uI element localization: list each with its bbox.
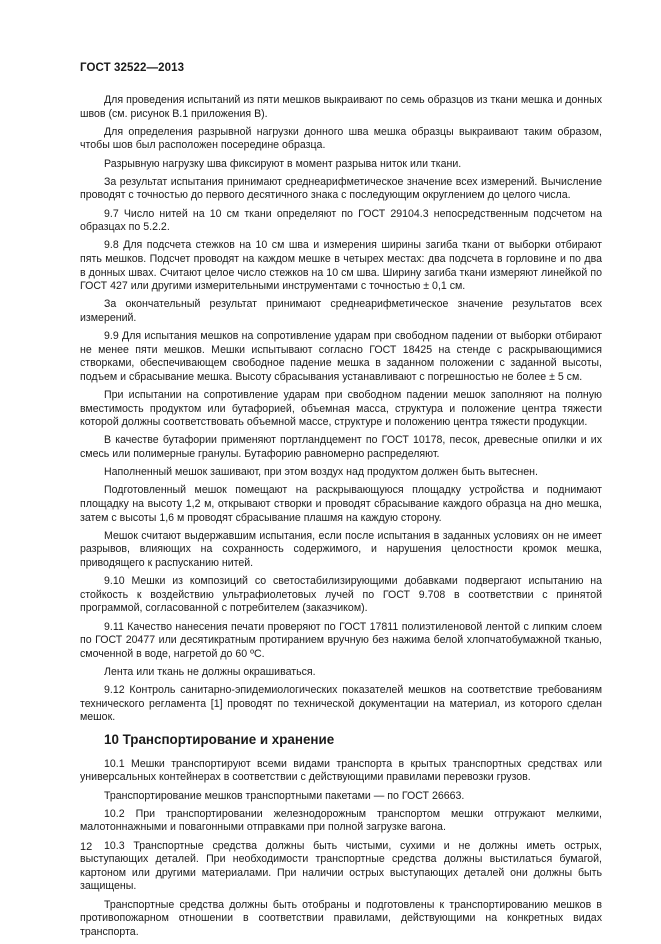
- paragraph: 10.1 Мешки транспортируют всеми видами транспорта в крытых транспортных средствах или универсальных контейнерах в соответствии с действующими правилами перевозки грузов.: [80, 757, 602, 784]
- paragraph: 10.2 При транспортировании железнодорожным транспортом мешки отгружают мелкими, малотоннажными и повагонными отправками при полной загрузке вагона.: [80, 807, 602, 834]
- section-heading: 10 Транспортирование и хранение: [104, 731, 335, 747]
- paragraph: Лента или ткань не должны окрашиваться.: [104, 665, 316, 678]
- paragraph: За результат испытания принимают среднеарифметическое значение всех измерений. Вычисление проводят с точностью до первого десятичного знака с последующим округлением до целого числа.: [80, 175, 602, 202]
- paragraph: Мешок считают выдержавшим испытания, если после испытания в заданных условиях он не имеет разрывов, влияющих на сохранность содержимого, и нарушения целостности кромок мешка, приводящего к распусканию нитей.: [80, 529, 602, 569]
- paragraph: 9.8 Для подсчета стежков на 10 см шва и измерения ширины загиба ткани от выборки отбирают пять мешков. Подсчет проводят на каждом мешке в четырех местах: два подсчета в горловине и по два в донных швах. Считают целое число стежков на 10 см шва. Ширину загиба ткани измеряют линейкой по ГОСТ 427 или другими измерительными инструментами с точностью ± 0,1 см.: [80, 239, 602, 293]
- paragraph: При испытании на сопротивление ударам при свободном падении мешок заполняют на полную вместимость продуктом или бутафорией, объемная масса, структура и положение центра тяжести которой должны соответствовать объемной массе, структуре и положению центра тяжести продукции.: [80, 389, 602, 429]
- paragraph: Транспортные средства должны быть отобраны и подготовлены к транспортированию мешков в противопожарном отношении в соответствии правилами, действующими на конкретных видах транспорта.: [80, 898, 602, 938]
- document-body: [80, 94, 602, 944]
- paragraph: 9.7 Число нитей на 10 см ткани определяют по ГОСТ 29104.3 непосредственным подсчетом на образцах по 5.2.2.: [80, 207, 602, 234]
- paragraph: 9.9 Для испытания мешков на сопротивление ударам при свободном падении от выборки отбирают не менее пяти мешков. Мешки испытывают согласно ГОСТ 18425 на стенде с раскрывающимися створками, обеспечивающем свободное падение мешка в заданном положении с заданной высоты, подъем и сбрасывание мешка. Высоту сбрасывания устанавливают с погрешностью не более ± 5 см.: [80, 330, 602, 383]
- paragraph: В качестве бутафории применяют портландцемент по ГОСТ 10178, песок, древесные опилки и их смесь или полимерные гранулы. Бутафорию равномерно распределяют.: [80, 434, 602, 460]
- page-number: 12: [80, 841, 93, 853]
- paragraph: Транспортирование мешков транспортными пакетами — по ГОСТ 26663.: [104, 789, 465, 802]
- paragraph: Наполненный мешок зашивают, при этом воздух над продуктом должен быть вытеснен.: [104, 466, 538, 479]
- paragraph: Разрывную нагрузку шва фиксируют в момент разрыва ниток или ткани.: [104, 157, 462, 170]
- paragraph: 9.12 Контроль санитарно-эпидемиологических показателей мешков на соответствие требованиям технического регламента [1] проводят по технической документации на материал, из которого сделан мешок.: [80, 684, 602, 724]
- paragraph: Для определения разрывной нагрузки донного шва мешка образцы выкраивают таким образом, чтобы шов был расположен посередине образца.: [80, 125, 602, 152]
- standard-header: ГОСТ 32522—2013: [80, 62, 185, 74]
- paragraph: 9.11 Качество нанесения печати проверяют по ГОСТ 17811 полиэтиленовой лентой с липким слоем по ГОСТ 20477 или десятикратным протиранием вручную без нажима белой хлопчатобумажной тканью, смоченной в воде, нагретой до 60 ºС.: [80, 620, 602, 660]
- paragraph: 9.10 Мешки из композиций со светостабилизирующими добавками подвергают испытанию на стойкость к воздействию ультрафиолетовых лучей по ГОСТ 9.708 в соответствии с принятой программой, согласованной с потребителем (заказчиком).: [80, 575, 602, 615]
- paragraph: За окончательный результат принимают среднеарифметическое значение результатов всех измерений.: [80, 298, 602, 324]
- paragraph: Подготовленный мешок помещают на раскрывающуюся площадку устройства и поднимают площадку на высоту 1,2 м, открывают створки и проводят сбрасывание каждого образца на дно мешка, затем с высоты 1,6 м проводят сбрасывание плашмя на каждую сторону.: [80, 484, 602, 524]
- paragraph: 10.3 Транспортные средства должны быть чистыми, сухими и не должны иметь острых, выступающих деталей. При необходимости транспортные средства должны выстилаться бумагой, картоном или другими материалами. При наличии острых выступающих деталей они должны быть защищены.: [80, 839, 602, 893]
- paragraph: Для проведения испытаний из пяти мешков выкраивают по семь образцов из ткани мешка и донных швов (см. рисунок В.1 приложения В).: [80, 94, 602, 120]
